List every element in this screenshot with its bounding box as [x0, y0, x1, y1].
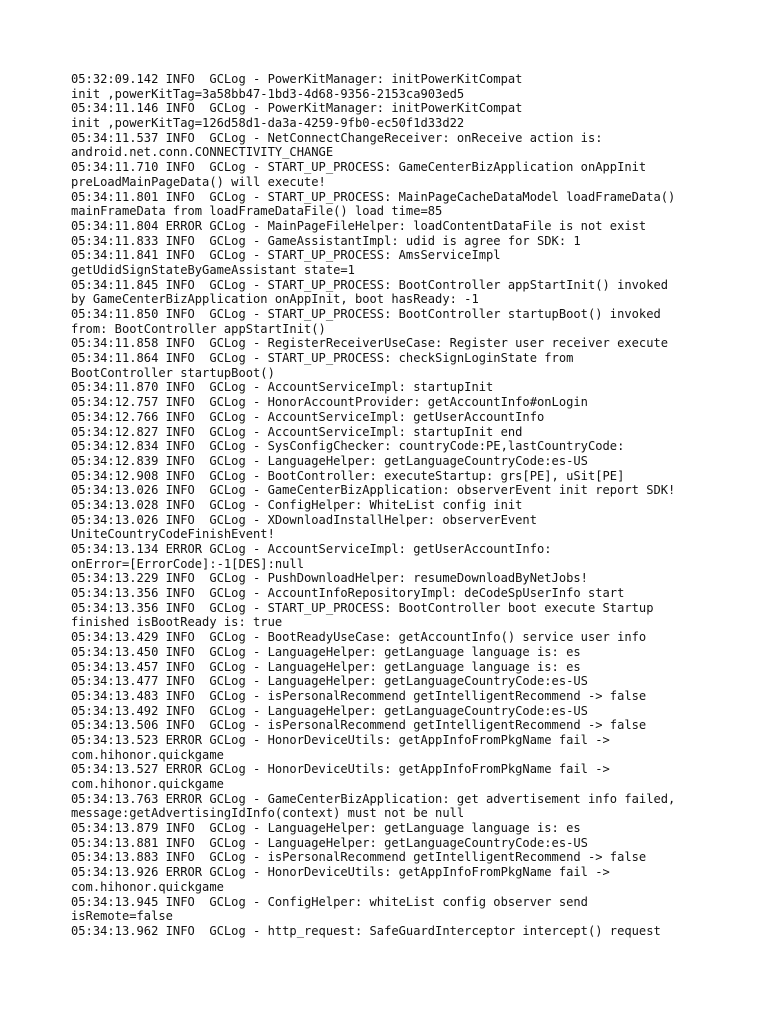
log-line: 05:34:11.864 INFO GCLog - START_UP_PROCESS: checkSignLoginState from — [71, 351, 574, 366]
log-line: init ,powerKitTag=3a58bb47-1bd3-4d68-9356-2153ca903ed5 — [71, 86, 465, 101]
log-line: 05:34:13.883 INFO GCLog - isPersonalRecommend getIntelligentRecommend -> false — [71, 850, 647, 865]
log-line: by GameCenterBizApplication onAppInit, boot hasReady: -1 — [71, 292, 479, 307]
log-line: 05:34:13.527 ERROR GCLog - HonorDeviceUtils: getAppInfoFromPkgName fail -> — [71, 762, 610, 777]
log-line: 05:34:11.801 INFO GCLog - START_UP_PROCESS: MainPageCacheDataModel loadFrameData() — [71, 189, 676, 204]
log-line: 05:34:13.483 INFO GCLog - isPersonalRecommend getIntelligentRecommend -> false — [71, 688, 647, 703]
log-line: 05:32:09.142 INFO GCLog - PowerKitManager: initPowerKitCompat — [71, 72, 523, 86]
log-line: init ,powerKitTag=126d58d1-da3a-4259-9fb0-ec50f1d33d22 — [71, 116, 465, 131]
log-line: com.hihonor.quickgame — [71, 777, 224, 791]
log-line: 05:34:12.839 INFO GCLog - LanguageHelper: getLanguageCountryCode:es-US — [71, 453, 588, 468]
log-line: 05:34:13.356 INFO GCLog - START_UP_PROCESS: BootController boot execute Startup — [71, 600, 654, 615]
log-line: 05:34:13.962 INFO GCLog - http_request: SafeGuardInterceptor intercept() request — [71, 923, 661, 938]
log-line: isRemote=false — [71, 909, 173, 924]
log-line: 05:34:13.356 INFO GCLog - AccountInfoRepositoryImpl: deCodeSpUserInfo start — [71, 586, 625, 601]
log-line: 05:34:12.908 INFO GCLog - BootController: executeStartup: grs[PE], uSit[PE] — [71, 468, 625, 483]
log-line: 05:34:13.763 ERROR GCLog - GameCenterBizApplication: get advertisement info failed, — [71, 791, 676, 806]
log-line: from: BootController appStartInit() — [71, 321, 326, 336]
log-line: 05:34:13.945 INFO GCLog - ConfigHelper: whiteList config observer send — [71, 894, 588, 909]
log-line: 05:34:13.134 ERROR GCLog - AccountServiceImpl: getUserAccountInfo: — [71, 542, 552, 556]
log-line: 05:34:11.710 INFO GCLog - START_UP_PROCESS: GameCenterBizApplication onAppInit — [71, 160, 647, 175]
log-line: 05:34:11.858 INFO GCLog - RegisterReceiverUseCase: Register user receiver execute — [71, 336, 669, 351]
log-line: getUdidSignStateByGameAssistant state=1 — [71, 262, 355, 277]
log-line: 05:34:13.492 INFO GCLog - LanguageHelper: getLanguageCountryCode:es-US — [71, 703, 588, 718]
log-line: 05:34:11.841 INFO GCLog - START_UP_PROCESS: AmsServiceImpl — [71, 248, 501, 263]
log-line: 05:34:13.523 ERROR GCLog - HonorDeviceUtils: getAppInfoFromPkgName fail -> — [71, 732, 610, 747]
log-line: 05:34:11.850 INFO GCLog - START_UP_PROCESS: BootController startupBoot() invoked — [71, 307, 661, 321]
log-line: com.hihonor.quickgame — [71, 747, 224, 762]
log-line: 05:34:13.429 INFO GCLog - BootReadyUseCase: getAccountInfo() service user info — [71, 630, 647, 645]
log-line: 05:34:12.757 INFO GCLog - HonorAccountProvider: getAccountInfo#onLogin — [71, 395, 588, 410]
log-line: onError=[ErrorCode]:-1[DES]:null — [71, 556, 304, 571]
log-line: 05:34:13.229 INFO GCLog - PushDownloadHelper: resumeDownloadByNetJobs! — [71, 571, 588, 586]
log-line: 05:34:11.845 INFO GCLog - START_UP_PROCESS: BootController appStartInit() invoked — [71, 277, 669, 292]
log-line: 05:34:11.804 ERROR GCLog - MainPageFileHelper: loadContentDataFile is not exist — [71, 218, 647, 233]
log-line: 05:34:13.506 INFO GCLog - isPersonalRecommend getIntelligentRecommend -> false — [71, 718, 647, 733]
log-line: 05:34:13.879 INFO GCLog - LanguageHelper: getLanguage language is: es — [71, 821, 581, 836]
log-line: 05:34:11.833 INFO GCLog - GameAssistantImpl: udid is agree for SDK: 1 — [71, 233, 581, 248]
log-line: 05:34:12.834 INFO GCLog - SysConfigChecker: countryCode:PE,lastCountryCode: — [71, 439, 625, 454]
log-line: 05:34:13.450 INFO GCLog - LanguageHelper: getLanguage language is: es — [71, 644, 581, 659]
log-line: 05:34:11.537 INFO GCLog - NetConnectChangeReceiver: onReceive action is: — [71, 130, 603, 145]
log-line: 05:34:13.881 INFO GCLog - LanguageHelper: getLanguageCountryCode:es-US — [71, 835, 588, 850]
log-line: UniteCountryCodeFinishEvent! — [71, 527, 275, 542]
log-text-block — [71, 72, 761, 939]
log-line: BootController startupBoot() — [71, 365, 275, 380]
log-line: android.net.conn.CONNECTIVITY_CHANGE — [71, 145, 334, 160]
log-line: mainFrameData from loadFrameDataFile() load time=85 — [71, 204, 443, 219]
log-line: 05:34:12.827 INFO GCLog - AccountServiceImpl: startupInit end — [71, 424, 523, 439]
log-line: finished isBootReady is: true — [71, 615, 283, 630]
log-line: 05:34:11.146 INFO GCLog - PowerKitManager: initPowerKitCompat — [71, 101, 523, 116]
log-line: com.hihonor.quickgame — [71, 879, 224, 894]
log-line: 05:34:13.477 INFO GCLog - LanguageHelper: getLanguageCountryCode:es-US — [71, 674, 588, 689]
log-line: 05:34:12.766 INFO GCLog - AccountServiceImpl: getUserAccountInfo — [71, 409, 545, 424]
log-line: 05:34:13.028 INFO GCLog - ConfigHelper: WhiteList config init — [71, 497, 523, 512]
log-line: 05:34:13.026 INFO GCLog - XDownloadInstallHelper: observerEvent — [71, 512, 537, 527]
log-line: message:getAdvertisingIdInfo(context) must not be null — [71, 806, 465, 821]
log-line: preLoadMainPageData() will execute! — [71, 174, 326, 189]
log-line: 05:34:13.457 INFO GCLog - LanguageHelper: getLanguage language is: es — [71, 659, 581, 674]
log-line: 05:34:13.026 INFO GCLog - GameCenterBizApplication: observerEvent init report SDK! — [71, 483, 676, 498]
log-line: 05:34:11.870 INFO GCLog - AccountServiceImpl: startupInit — [71, 380, 494, 395]
log-line: 05:34:13.926 ERROR GCLog - HonorDeviceUtils: getAppInfoFromPkgName fail -> — [71, 865, 610, 880]
